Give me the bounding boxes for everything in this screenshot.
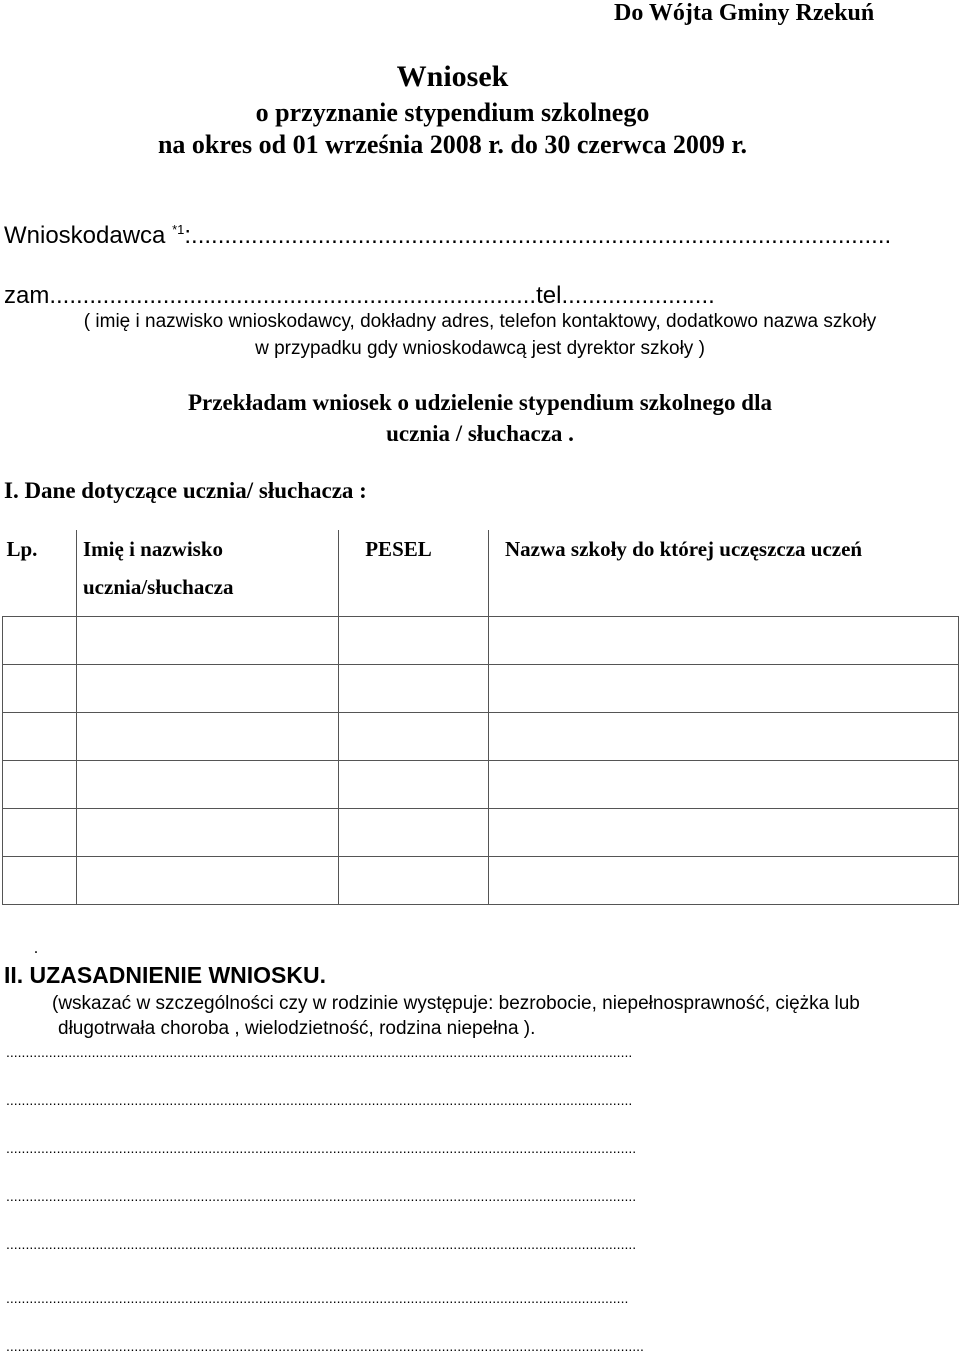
table-cell-lp[interactable] [3, 857, 77, 905]
section2-heading: II. UZASADNIENIE WNIOSKU. [4, 962, 327, 988]
pupils-table [2, 530, 959, 905]
table-cell-pesel[interactable] [339, 809, 489, 857]
table-cell-lp[interactable] [3, 617, 77, 665]
request-line2: ucznia / słuchacza . [386, 421, 574, 446]
table-cell-pesel[interactable] [339, 761, 489, 809]
table-row [3, 761, 959, 809]
justification-line[interactable]: .................................................................................................................................................................. [6, 1188, 637, 1204]
justification-line[interactable]: ................................................................................................................................................................. [6, 1092, 633, 1108]
justification-line[interactable]: .................................................................................................................................................................. [6, 1236, 637, 1252]
justification-line[interactable]: ................................................................................................................................................................. [6, 1044, 633, 1060]
form-title: Wniosek [396, 60, 509, 93]
applicant-hint-line2: w przypadku gdy wnioskodawcą jest dyrektor szkoły ) [255, 338, 705, 359]
addressee: Do Wójta Gminy Rzekuń [614, 0, 875, 26]
address-field[interactable]: zam.........................................................................tel....................... [4, 282, 715, 309]
header-lp: Lp. [6, 537, 38, 561]
header-pesel: PESEL [365, 537, 432, 561]
table-cell-name[interactable] [77, 617, 339, 665]
header-school: Nazwa szkoły do której uczęszcza uczeń [505, 537, 863, 561]
table-cell-name[interactable] [77, 857, 339, 905]
table-cell-name[interactable] [77, 809, 339, 857]
header-name-cell [77, 530, 339, 617]
table-cell-lp[interactable] [3, 761, 77, 809]
form-subtitle: o przyznanie stypendium szkolnego [255, 98, 650, 127]
table-cell-school[interactable] [489, 617, 959, 665]
separator-dot: . [34, 940, 38, 957]
section2-note-line2: długotrwała choroba , wielodzietność, rodzina niepełna ). [58, 1018, 536, 1039]
applicant-dots: :......................................................................................................... [184, 222, 892, 249]
table-row [3, 857, 959, 905]
header-school-cell [489, 530, 959, 617]
table-cell-school[interactable] [489, 857, 959, 905]
table-cell-school[interactable] [489, 761, 959, 809]
table-cell-lp[interactable] [3, 665, 77, 713]
table-row [3, 665, 959, 713]
table-row [3, 809, 959, 857]
table-cell-name[interactable] [77, 665, 339, 713]
applicant-hint-line1: ( imię i nazwisko wnioskodawcy, dokładny adres, telefon kontaktowy, dodatkowo nazwa szkoły [83, 311, 877, 332]
applicant-field[interactable] [4, 222, 891, 250]
form-period: na okres od 01 września 2008 r. do 30 czerwca 2009 r. [157, 130, 748, 159]
header-name-line1: Imię i nazwisko [83, 537, 224, 561]
table-row [3, 713, 959, 761]
table-cell-school[interactable] [489, 713, 959, 761]
section2-note-line1: (wskazać w szczególności czy w rodzinie występuje: bezrobocie, niepełnosprawność, ciężka lub [52, 993, 860, 1014]
table-cell-pesel[interactable] [339, 665, 489, 713]
table-cell-school[interactable] [489, 809, 959, 857]
table-cell-name[interactable] [77, 713, 339, 761]
table-cell-name[interactable] [77, 761, 339, 809]
table-cell-lp[interactable] [3, 713, 77, 761]
header-pesel-cell [339, 530, 489, 617]
justification-line[interactable]: ................................................................................................................................................................ [6, 1290, 629, 1306]
table-cell-pesel[interactable] [339, 617, 489, 665]
header-name-line2: ucznia/słuchacza [83, 575, 234, 599]
table-cell-pesel[interactable] [339, 713, 489, 761]
table-cell-lp[interactable] [3, 809, 77, 857]
request-line1: Przekładam wniosek o udzielenie stypendium szkolnego dla [188, 390, 772, 415]
applicant-label: Wnioskodawca [4, 222, 173, 249]
section1-heading: I. Dane dotyczące ucznia/ słuchacza : [4, 478, 367, 503]
table-header-row [3, 530, 959, 617]
table-cell-school[interactable] [489, 665, 959, 713]
table-row [3, 617, 959, 665]
applicant-footnote: *1 [172, 222, 185, 237]
header-lp-cell [3, 530, 77, 617]
table-cell-pesel[interactable] [339, 857, 489, 905]
justification-line[interactable]: .................................................................................................................................................................. [6, 1140, 637, 1156]
justification-line[interactable]: .................................................................................................................................................................... [6, 1338, 644, 1354]
